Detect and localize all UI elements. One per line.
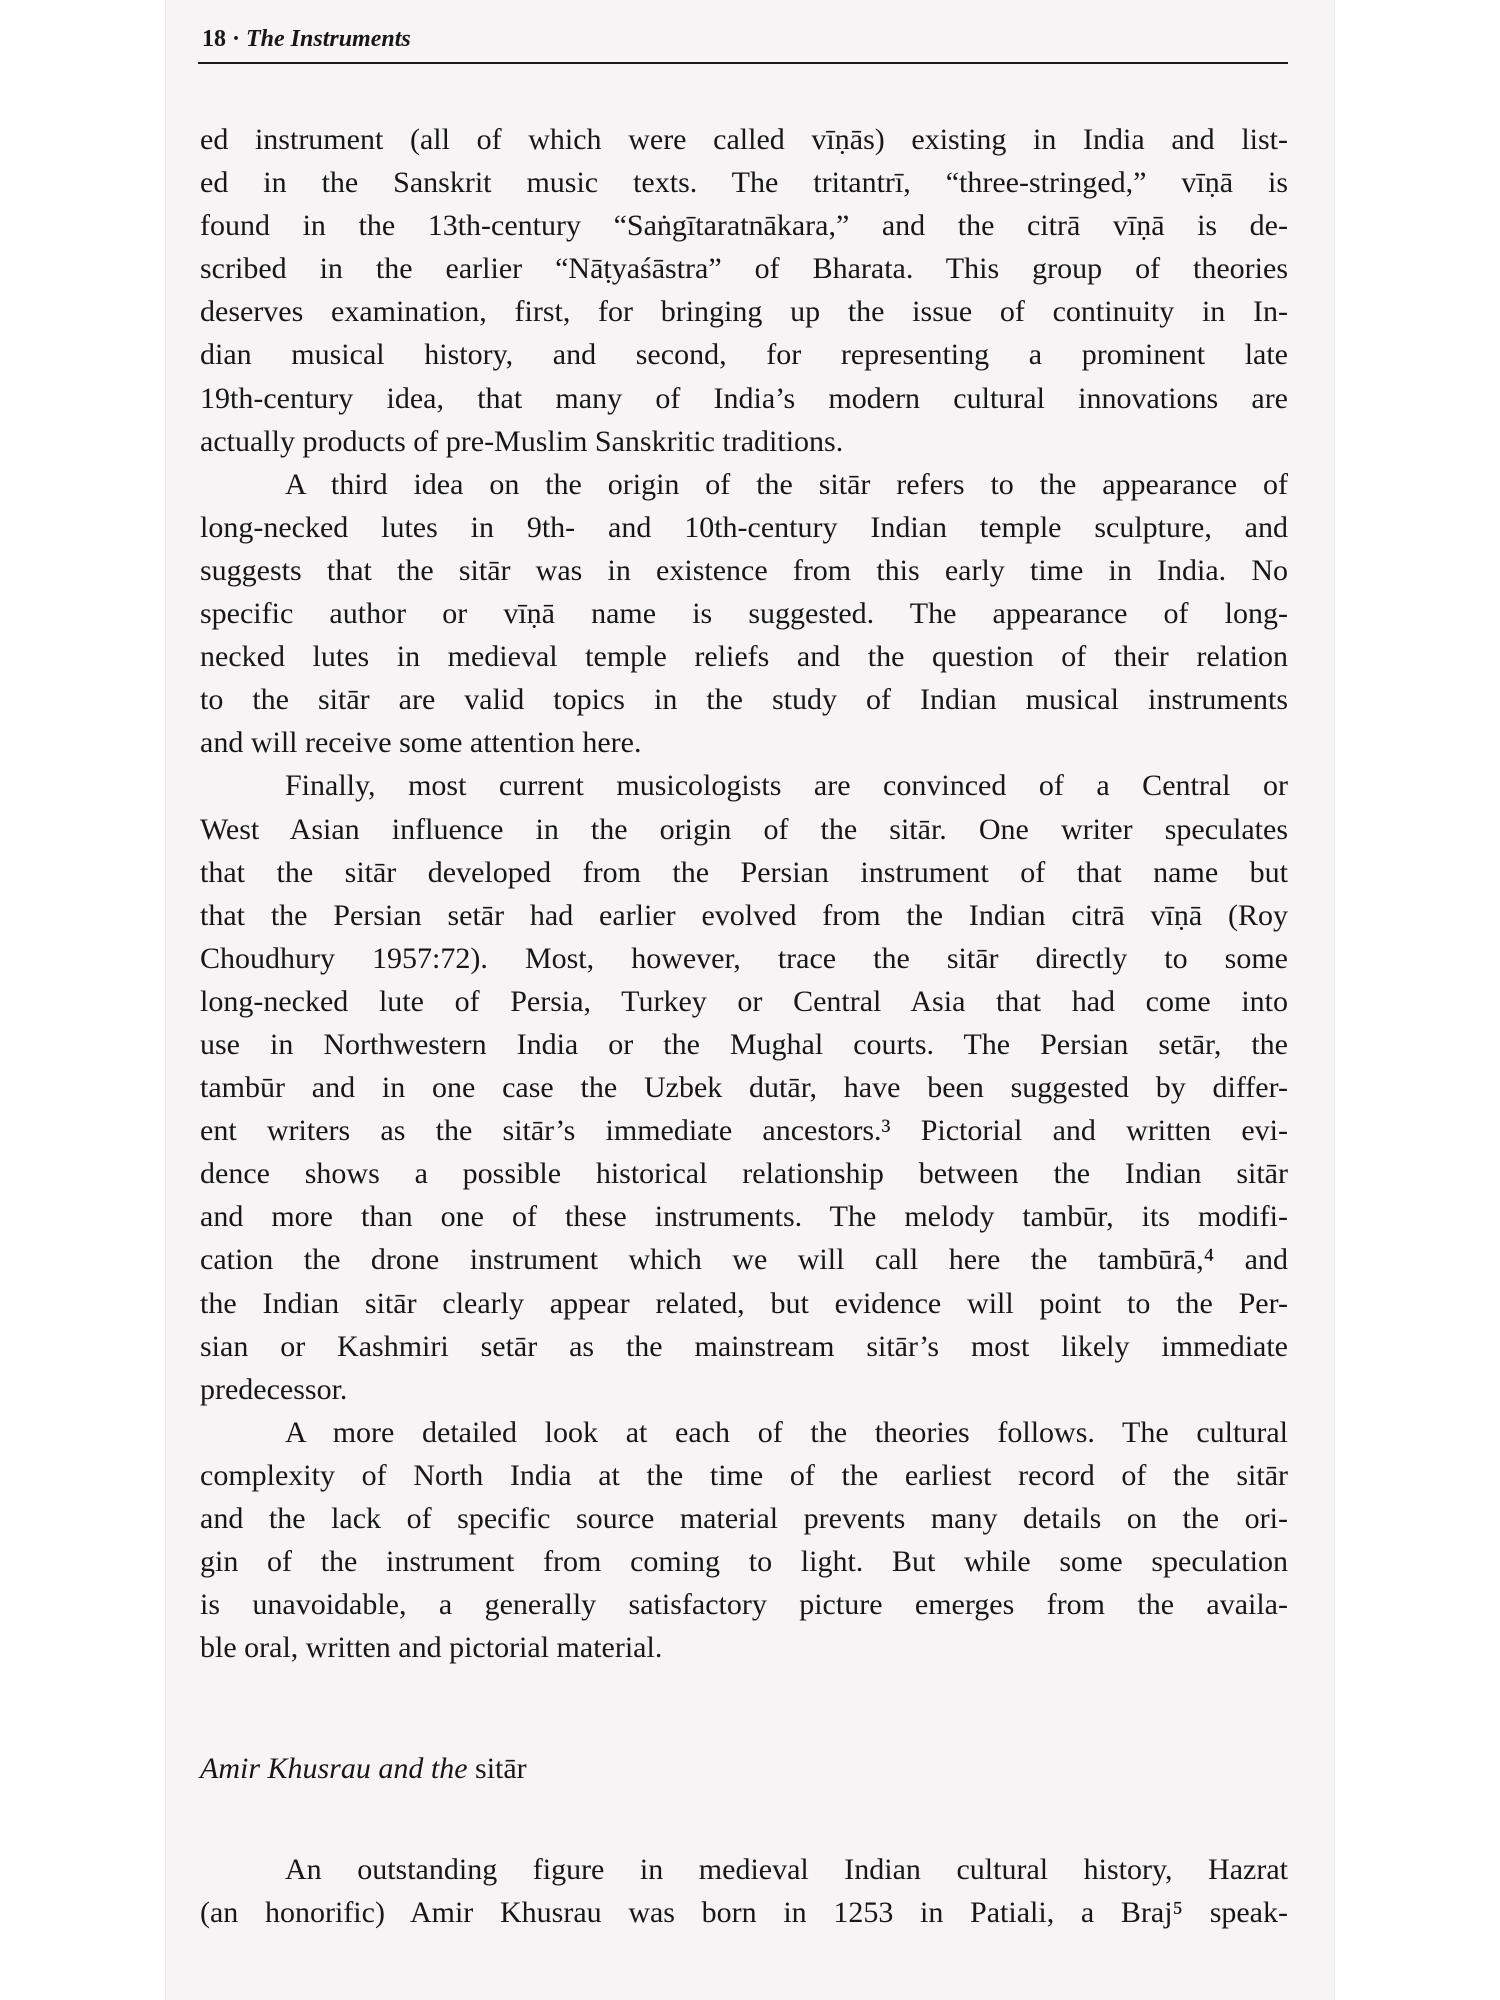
text-line: An outstanding figure in medieval Indian cultural history, Hazrat: [285, 1853, 1288, 1886]
text-line: Finally, most current musicologists are convinced of a Central or: [285, 769, 1288, 803]
header-separator: ·: [232, 26, 241, 52]
text-line: cation the drone instrument which we will call here the tambūrā,⁴ and: [200, 1243, 1288, 1277]
text-line: long-necked lute of Persia, Turkey or Central Asia that had come into: [200, 984, 1288, 1018]
text-line: necked lutes in medieval temple reliefs and the question of their relation: [200, 640, 1288, 674]
text-line: tambūr and in one case the Uzbek dutār, have been suggested by differ-: [200, 1071, 1288, 1105]
section-heading-italic: Amir Khusrau and the: [200, 1752, 468, 1785]
text-line: that the Persian setār had earlier evolved from the Indian citrā vīṇā (Roy: [200, 898, 1288, 932]
text-line: suggests that the sitār was in existence from this early time in India. No: [200, 553, 1288, 587]
text-line: actually products of pre-Muslim Sanskritic traditions.: [200, 424, 844, 458]
text-line: A third idea on the origin of the sitār refers to the appearance of: [285, 467, 1288, 501]
text-line: Choudhury 1957:72). Most, however, trace the sitār directly to some: [200, 941, 1288, 975]
text-line: to the sitār are valid topics in the study of Indian musical instruments: [200, 683, 1288, 717]
running-head: [202, 26, 411, 53]
text-line: deserves examination, first, for bringing up the issue of continuity in In-: [200, 295, 1288, 329]
text-line: 19th-century idea, that many of India’s modern cultural innovations are: [200, 381, 1288, 415]
header-rule: [198, 62, 1288, 64]
body-text: [200, 118, 1288, 1669]
text-line: (an honorific) Amir Khusrau was born in 1253 in Patiali, a Braj⁵ speak-: [200, 1896, 1288, 1930]
text-line: long-necked lutes in 9th- and 10th-century Indian temple sculpture, and: [200, 510, 1288, 544]
text-line: predecessor.: [200, 1372, 348, 1406]
section-title: The Instruments: [246, 26, 411, 52]
text-line: and the lack of specific source material prevents many details on the ori-: [200, 1502, 1288, 1535]
text-line: and more than one of these instruments. The melody tambūr, its modifi-: [200, 1200, 1288, 1234]
text-line: that the sitār developed from the Persian instrument of that name but: [200, 855, 1288, 889]
page-number: 18: [202, 26, 226, 52]
section-heading-roman: sitār: [475, 1752, 527, 1785]
text-line: dence shows a possible historical relationship between the Indian sitār: [200, 1157, 1288, 1191]
next-paragraph: [200, 1848, 1288, 1934]
text-line: gin of the instrument from coming to light. But while some speculation: [200, 1545, 1288, 1579]
text-line: dian musical history, and second, for representing a prominent late: [200, 338, 1288, 372]
text-line: the Indian sitār clearly appear related, but evidence will point to the Per-: [200, 1286, 1288, 1320]
text-line: specific author or vīṇā name is suggested. The appearance of long-: [200, 597, 1288, 631]
text-line: use in Northwestern India or the Mughal courts. The Persian setār, the: [200, 1027, 1288, 1061]
text-line: complexity of North India at the time of the earliest record of the sitār: [200, 1458, 1288, 1492]
scanned-page: [166, 0, 1334, 2000]
text-line: sian or Kashmiri setār as the mainstream sitār’s most likely immediate: [200, 1329, 1288, 1363]
text-line: ed instrument (all of which were called vīṇās) existing in India and list-: [200, 123, 1288, 156]
page-content: [198, 0, 1290, 2000]
text-line: West Asian influence in the origin of the sitār. One writer speculates: [200, 812, 1288, 846]
text-line: ble oral, written and pictorial material.: [200, 1631, 663, 1665]
text-line: is unavoidable, a generally satisfactory picture emerges from the availa-: [200, 1588, 1288, 1622]
section-heading: [200, 1752, 527, 1786]
text-line: ed in the Sanskrit music texts. The tritantrī, “three-stringed,” vīṇā is: [200, 166, 1288, 200]
text-line: found in the 13th-century “Saṅgītaratnākara,” and the citrā vīṇā is de-: [200, 209, 1288, 243]
text-line: A more detailed look at each of the theories follows. The cultural: [285, 1415, 1288, 1449]
text-line: ent writers as the sitār’s immediate ancestors.³ Pictorial and written evi-: [200, 1114, 1288, 1148]
text-line: scribed in the earlier “Nāṭyaśāstra” of Bharata. This group of theories: [200, 252, 1288, 286]
text-line: and will receive some attention here.: [200, 726, 642, 760]
